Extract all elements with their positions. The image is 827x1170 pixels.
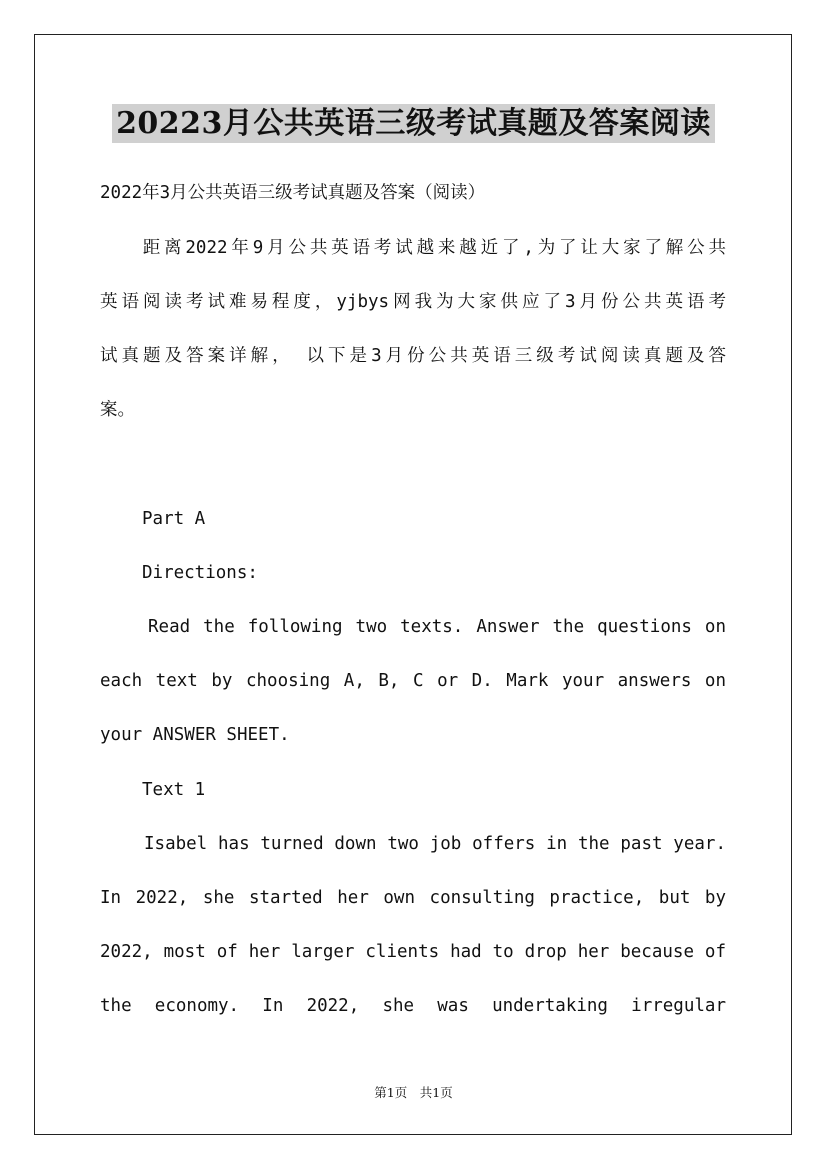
title-text: 20223月公共英语三级考试真题及答案阅读	[112, 104, 715, 143]
intro-line-4: 案。	[100, 400, 135, 420]
text1-line-3: 2022, most of her larger clients had to drop her because of	[100, 942, 726, 962]
part-label: Part A	[142, 509, 206, 529]
text1-line-4: the economy. In 2022, she was undertaking irregular	[100, 996, 726, 1016]
directions-line-2: each text by choosing A, B, C or D. Mark your answers on	[100, 671, 726, 691]
document-title	[0, 98, 827, 142]
directions-line-3: your ANSWER SHEET.	[100, 725, 290, 745]
intro-line-3: 试真题及答案详解， 以下是3月份公共英语三级考试阅读真题及答	[100, 346, 726, 366]
directions-label: Directions:	[142, 563, 258, 583]
intro-line-1: 距离2022年9月公共英语考试越来越近了,为了让大家了解公共	[100, 238, 726, 258]
page-footer: 第1页 共1页	[374, 1085, 453, 1100]
text1-line-1: Isabel has turned down two job offers in the past year.	[144, 834, 726, 854]
intro-line-2: 英语阅读考试难易程度，yjbys网我为大家供应了3月份公共英语考	[100, 292, 726, 312]
subtitle: 2022年3月公共英语三级考试真题及答案（阅读）	[100, 183, 486, 203]
text1-label: Text 1	[142, 780, 206, 800]
text1-line-2: In 2022, she started her own consulting practice, but by	[100, 888, 726, 908]
directions-line-1: Read the following two texts. Answer the questions on	[148, 617, 726, 637]
